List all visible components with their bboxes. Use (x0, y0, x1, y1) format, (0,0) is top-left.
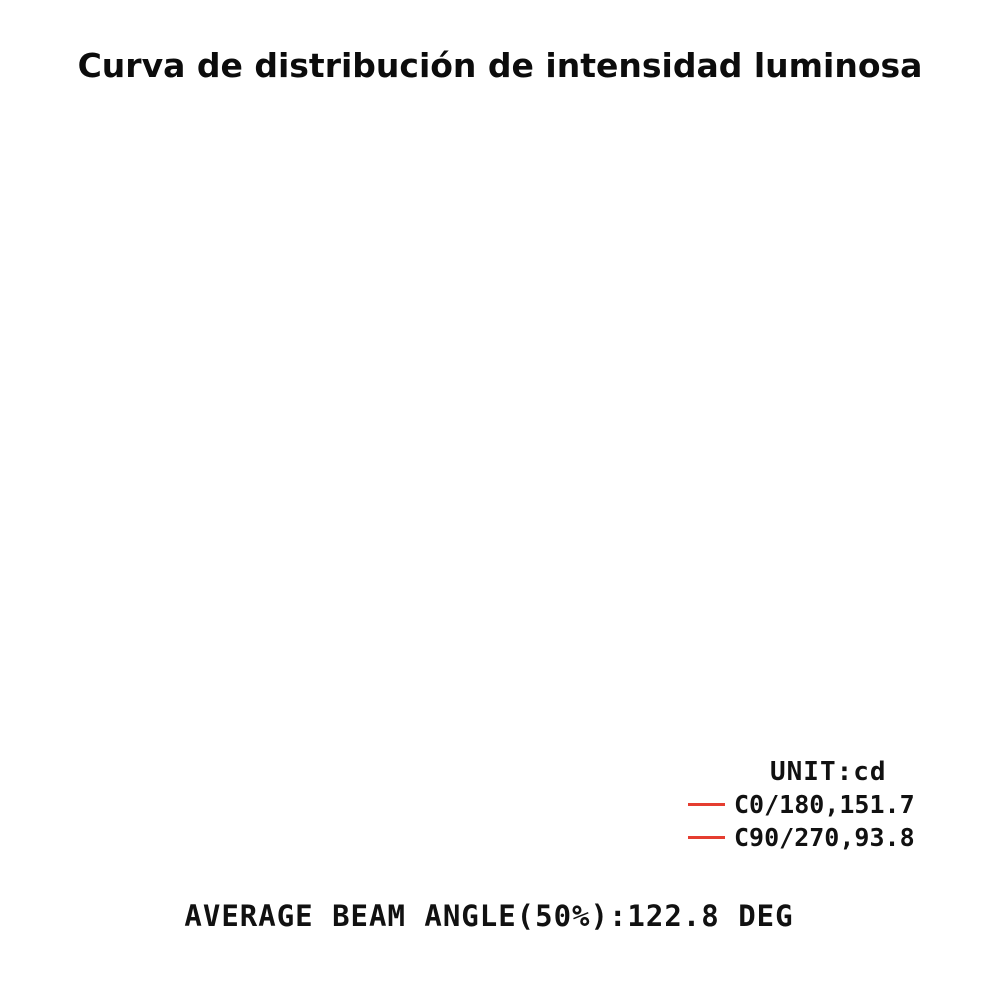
chart-title: Curva de distribución de intensidad luminosa (77, 46, 923, 85)
legend-item-c90-270 (668, 822, 948, 853)
legend-green-label: C90/270,93.8 (734, 823, 915, 852)
chart-legend (668, 757, 948, 853)
beam-angle-footer: AVERAGE BEAM ANGLE(50%):122.8 DEG (184, 899, 794, 933)
legend-red-label: C0/180,151.7 (734, 790, 915, 819)
legend-green-line-swatch (688, 836, 725, 839)
legend-red-line-swatch (688, 803, 725, 806)
legend-unit-label: UNIT:cd (770, 757, 887, 787)
legend-item-c0-180 (668, 789, 948, 820)
